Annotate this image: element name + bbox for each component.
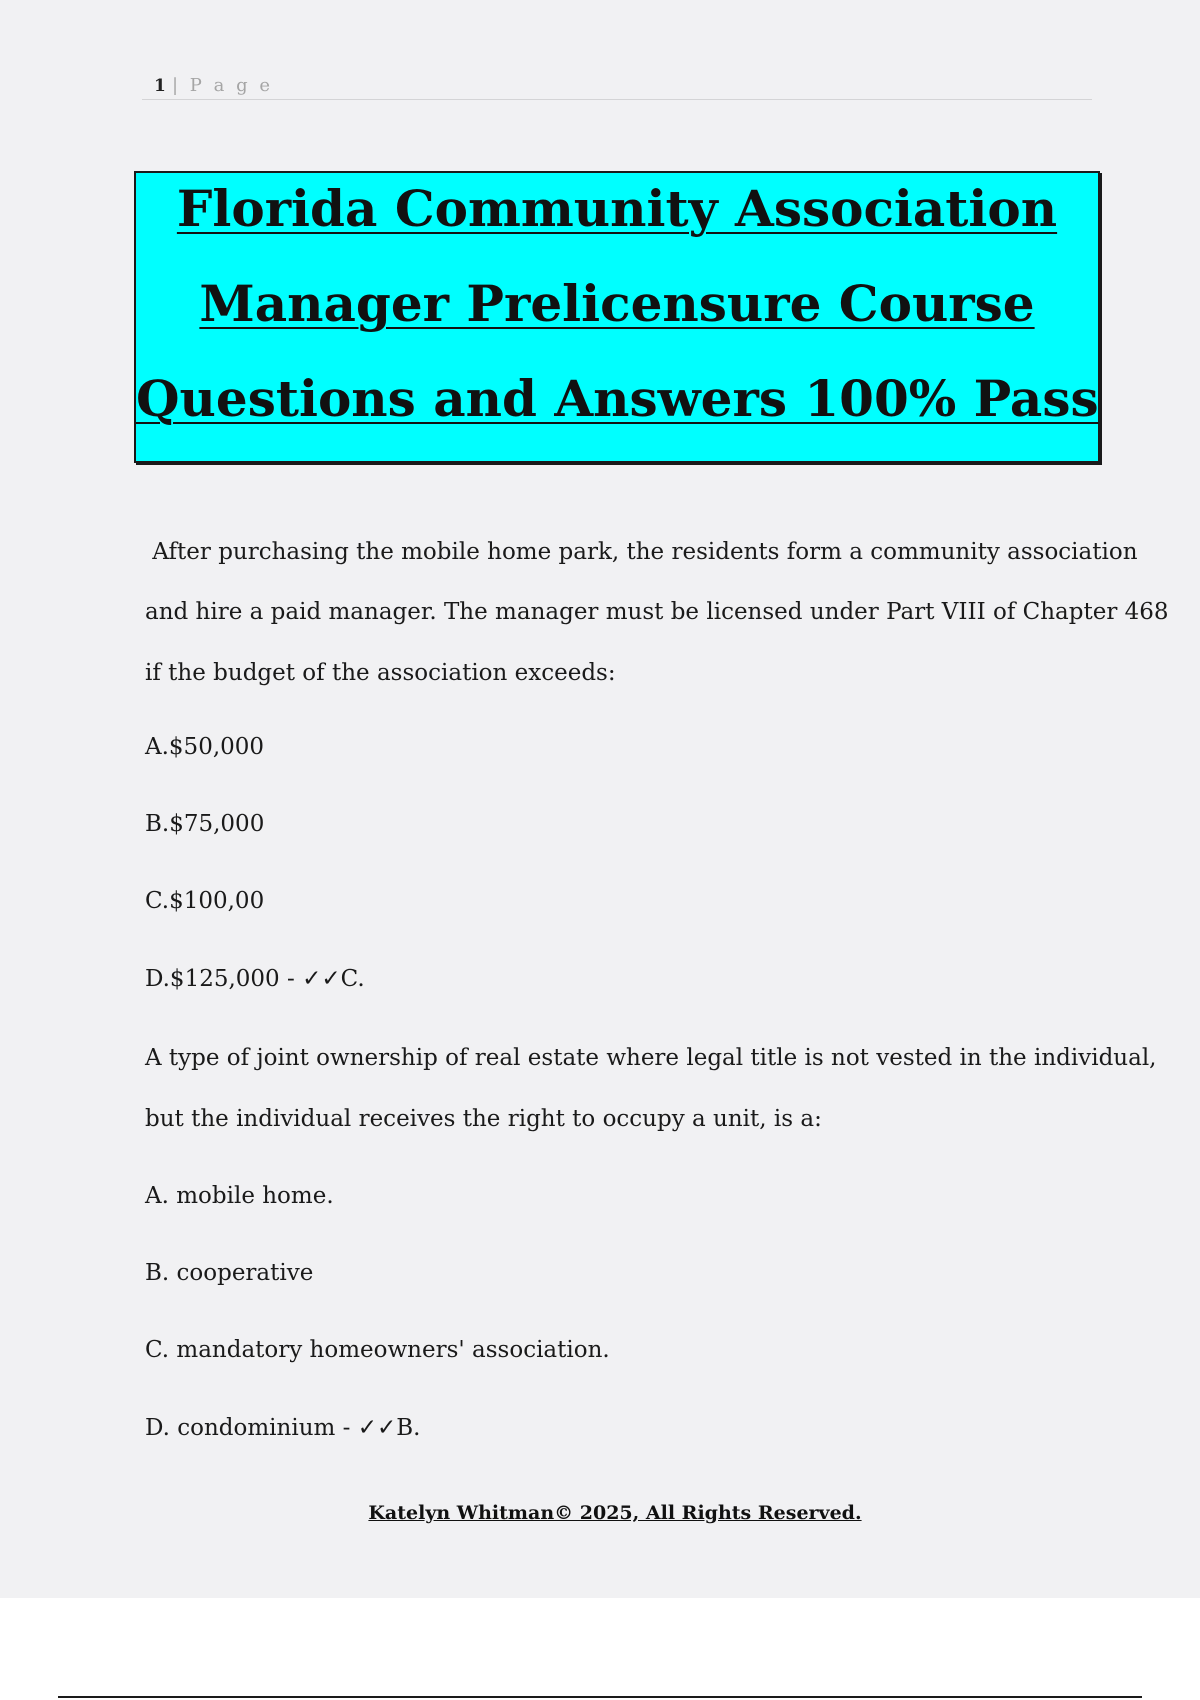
question-1-option-d bbox=[145, 966, 1085, 992]
page-number: 1 bbox=[154, 76, 166, 96]
question-2-option-d-text: D. condominium - bbox=[145, 1415, 358, 1441]
question-2-option-d bbox=[145, 1415, 1085, 1441]
question-2-line-2: but the individual receives the right to occupy a unit, is a: bbox=[145, 1106, 822, 1132]
question-1-option-c: C.$100,00 bbox=[145, 888, 265, 914]
question-1-line-1: After purchasing the mobile home park, the residents form a community association bbox=[145, 539, 1138, 565]
question-2-line-1: A type of joint ownership of real estate where legal title is not vested in the individual, bbox=[145, 1045, 1157, 1071]
bottom-divider bbox=[58, 1696, 1142, 1698]
title-line-2: Manager Prelicensure Course bbox=[199, 274, 1035, 333]
page-header bbox=[142, 70, 1092, 100]
title-line-3: Questions and Answers 100% Pass bbox=[136, 369, 1099, 428]
question-1-line-2: and hire a paid manager. The manager must be licensed under Part VIII of Chapter 468 bbox=[145, 599, 1169, 625]
question-1-option-b: B.$75,000 bbox=[145, 811, 265, 837]
question-2-option-b: B. cooperative bbox=[145, 1260, 314, 1286]
question-1-option-d-text: D.$125,000 - bbox=[145, 966, 303, 992]
title-line-1: Florida Community Association bbox=[176, 179, 1058, 238]
question-2-answer: B. bbox=[396, 1415, 421, 1441]
check-mark-icon: ✓✓ bbox=[302, 966, 341, 992]
page-label: | P a g e bbox=[172, 75, 273, 96]
copyright-footer: Katelyn Whitman© 2025, All Rights Reserved. bbox=[368, 1502, 862, 1524]
question-1-option-a: A.$50,000 bbox=[145, 734, 265, 760]
question-1-answer: C. bbox=[340, 966, 365, 992]
title-box bbox=[134, 171, 1100, 463]
check-mark-icon: ✓✓ bbox=[357, 1415, 397, 1441]
question-1-line-3: if the budget of the association exceeds: bbox=[145, 660, 616, 686]
question-2-option-c: C. mandatory homeowners' association. bbox=[145, 1337, 610, 1363]
question-2-option-a: A. mobile home. bbox=[145, 1183, 334, 1209]
